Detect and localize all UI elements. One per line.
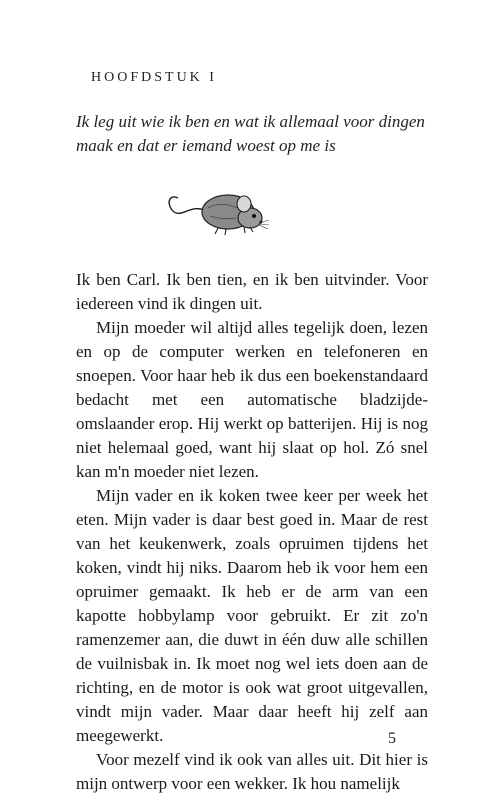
paragraph: Voor mezelf vind ik ook van alles uit. Dit hier is mijn ontwerp voor een wekker. Ik hou namelijk: [76, 750, 428, 793]
paragraph: Mijn vader en ik koken twee keer per week het eten. Mijn vader is daar best goed in. Maar de rest van het keukenwerk, zoals opruimen tijdens het koken, vindt hij niks. Daarom heb ik voor hem een opruimer gemaakt. Ik heb er de arm van een kapotte hobbylamp voor gebruikt. Er zit zo'n ramenzemer aan, die duwt in één duw alle schillen de vuilnisbak in. Ik moet nog wel iets doen aan de richting, en de motor is ook wat groot uitgevallen, vindt mijn vader. Maar daar heeft hij zelf aan meegewerkt.: [76, 486, 428, 745]
body-text: [76, 268, 428, 796]
chapter-subtitle: Ik leg uit wie ik ben en wat ik allemaal voor dingen maak en dat er iemand woest op me is: [76, 112, 425, 155]
mouse-illustration-icon: [160, 180, 270, 245]
paragraph: Ik ben Carl. Ik ben tien, en ik ben uitvinder. Voor iedereen vind ik dingen uit.: [76, 270, 428, 313]
paragraph: Mijn moeder wil altijd alles tegelijk doen, lezen en op de computer werken en telefoneren en snoepen. Voor haar heb ik dus een boekenstandaard bedacht met een automatische bladzijde-omslaander erop. Hij werkt op batterijen. Hij is nog niet helemaal goed, want hij slaat op hol. Zó snel kan m'n moeder niet lezen.: [76, 318, 428, 481]
chapter-heading: HOOFDSTUK I: [91, 70, 217, 85]
page-number: 5: [388, 730, 396, 747]
